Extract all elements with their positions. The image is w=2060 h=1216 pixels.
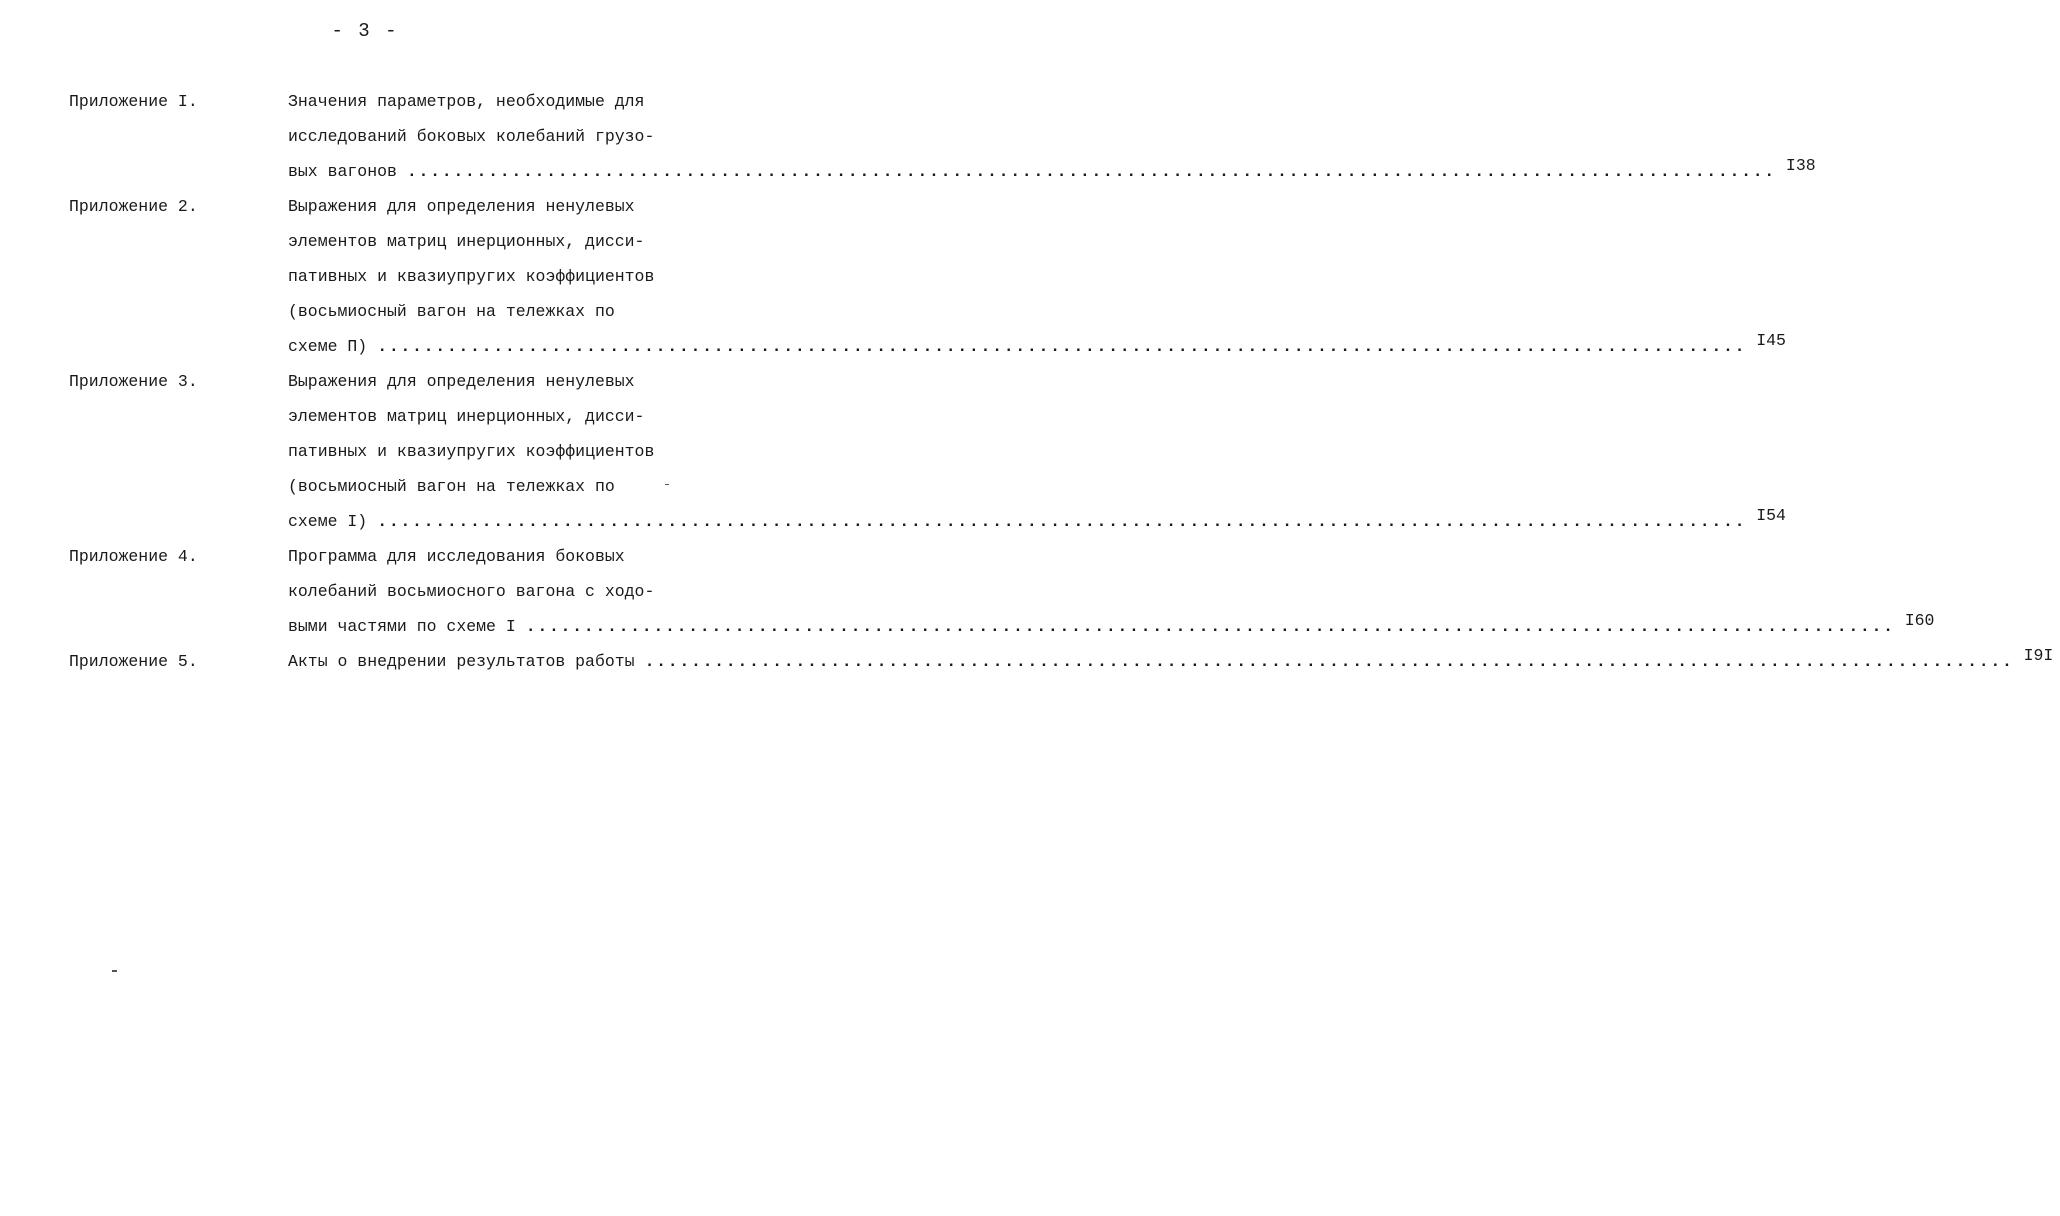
toc-entry-body [288,644,2054,679]
toc-entry-line: Выражения для определения ненулевых [288,197,635,216]
toc-entry-last-line [288,644,2054,679]
dot-leader: ...................................................................................................................... [525,617,1895,636]
dot-leader: ...................................................................................................................... [644,652,2014,671]
toc-entry-appendix-1 [0,84,1816,189]
table-of-contents [0,84,2054,679]
toc-entry-body [288,189,1786,364]
toc-entry-line: элементов матриц инерционных, дисси- [288,232,645,251]
dot-leader: ...................................................................................................................... [406,162,1776,181]
toc-entry-line: Акты о внедрении результатов работы [288,652,635,671]
toc-entry-body [288,364,1786,539]
toc-entry-appendix-5 [0,644,2054,679]
toc-entry-label: Приложение 4. [69,547,198,566]
toc-entry-line: элементов матриц инерционных, дисси- [288,407,645,426]
toc-entry-page: I45 [1756,331,1786,350]
toc-entry-line: колебаний восьмиосного вагона с ходо- [288,582,655,601]
toc-entry-appendix-2 [0,189,1786,364]
dot-leader: ...................................................................................................................... [377,337,1747,356]
toc-entry-label: Приложение I. [69,92,198,111]
toc-entry-last-line [288,609,1935,644]
dot-leader: ...................................................................................................................... [377,512,1747,531]
toc-entry-last-line [288,154,1816,189]
toc-entry-line: Выражения для определения ненулевых [288,372,635,391]
toc-entry-page: I60 [1904,611,1935,630]
toc-entry-appendix-3 [0,364,1786,539]
toc-entry-label: Приложение 5. [69,652,198,671]
toc-entry-line: выми частями по схеме I [288,617,516,636]
toc-entry-page: I38 [1785,156,1816,175]
toc-entry-appendix-4 [0,539,1935,644]
toc-entry-last-line [288,329,1786,364]
scan-speck [112,970,117,972]
scan-speck [665,484,669,485]
toc-entry-body [288,84,1816,189]
toc-entry-page: I9I [2023,646,2054,665]
toc-entry-label: Приложение 3. [69,372,198,391]
toc-entry-body [288,539,1935,644]
toc-entry-line: (восьмиосный вагон на тележках по [288,477,615,496]
toc-entry-line: Программа для исследования боковых [288,547,625,566]
toc-entry-last-line [288,504,1786,539]
toc-entry-line: пативных и квазиупругих коэффициентов [288,442,655,461]
toc-entry-line: пативных и квазиупругих коэффициентов [288,267,655,286]
toc-entry-line: Значения параметров, необходимые для [288,92,645,111]
toc-entry-line: вых вагонов [288,162,397,181]
toc-entry-line: исследований боковых колебаний грузо- [288,127,655,146]
toc-entry-page: I54 [1756,506,1786,525]
page-number: - 3 - [331,20,399,42]
toc-entry-line: схеме I) [288,512,368,531]
toc-entry-label: Приложение 2. [69,197,198,216]
toc-entry-line: (восьмиосный вагон на тележках по [288,302,615,321]
toc-entry-line: схеме П) [288,337,368,356]
